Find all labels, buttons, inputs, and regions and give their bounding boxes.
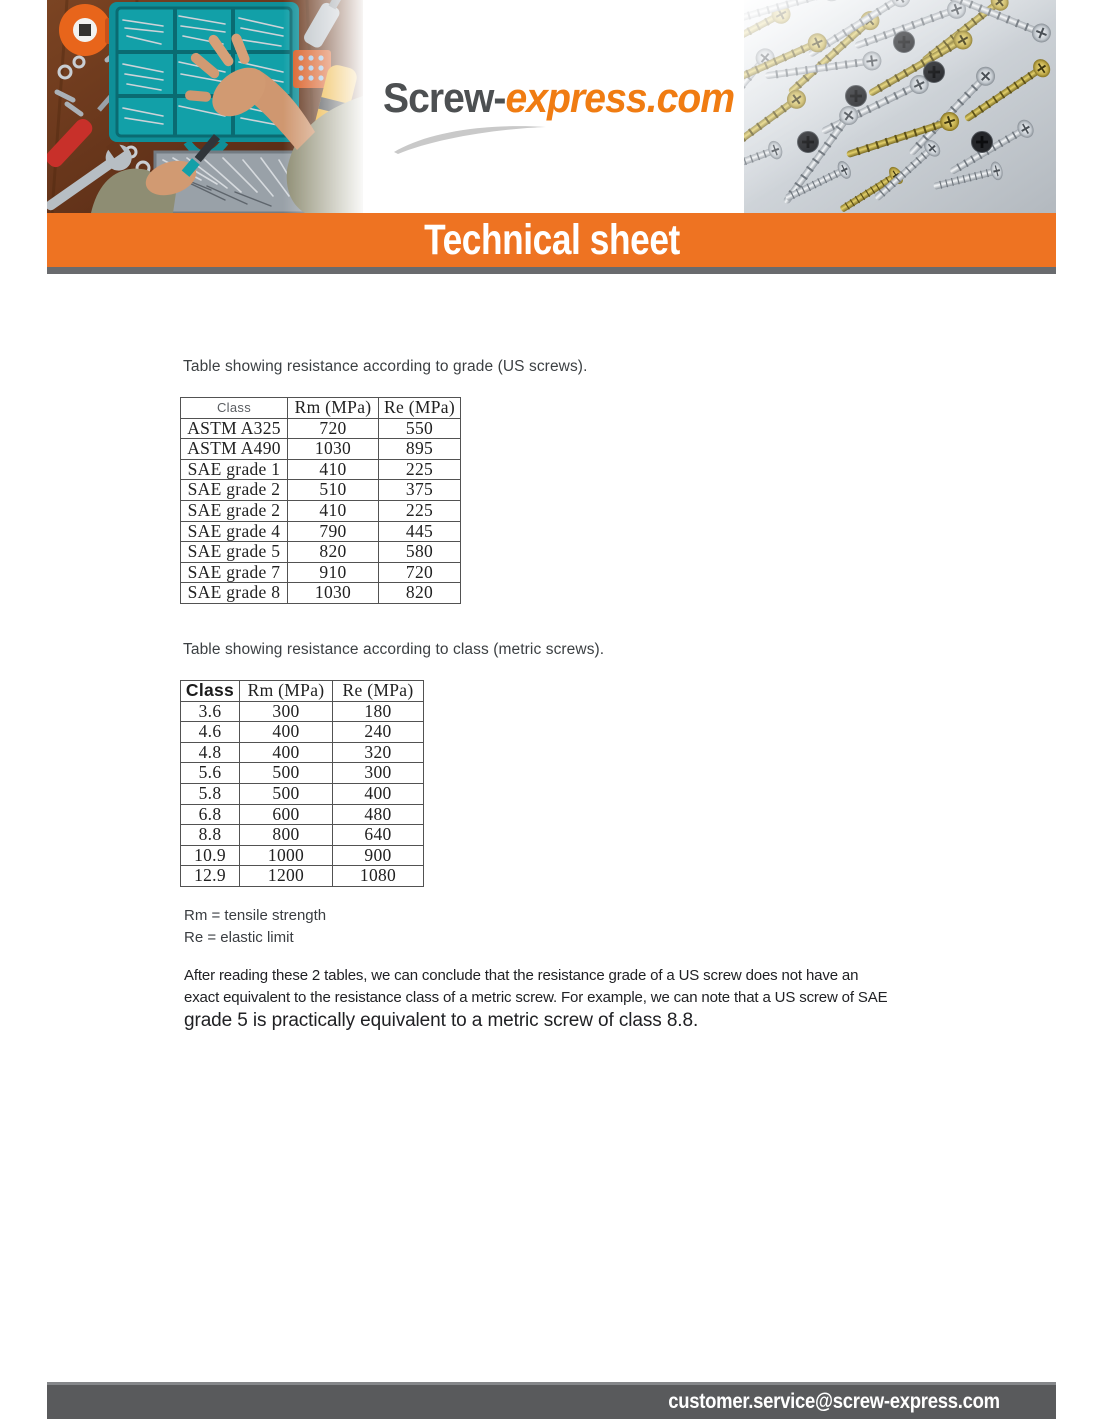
table-row	[181, 845, 424, 866]
table-cell: SAE grade 7	[181, 562, 288, 583]
table-cell: 400	[240, 722, 333, 743]
table-row	[181, 783, 424, 804]
table-cell: 375	[379, 480, 461, 501]
table-row	[181, 439, 461, 460]
table-cell: 500	[240, 763, 333, 784]
footer-bar	[47, 1382, 1056, 1419]
table-row	[181, 459, 461, 480]
conclusion-paragraph	[184, 965, 924, 1033]
table-cell: 1030	[288, 439, 379, 460]
workbench-illustration	[47, 0, 363, 213]
screws-illustration	[744, 0, 1056, 213]
table-cell: 790	[288, 521, 379, 542]
table-cell: 910	[288, 562, 379, 583]
page-title: Technical sheet	[423, 215, 680, 264]
table-cell: 10.9	[181, 845, 240, 866]
table-cell: 820	[379, 583, 461, 604]
table-cell: 550	[379, 418, 461, 439]
customer-service-email: customer.service@screw-express.com	[668, 1390, 1000, 1413]
table-cell: ASTM A490	[181, 439, 288, 460]
table-cell: 640	[333, 825, 424, 846]
paragraph-line-3: grade 5 is practically equivalent to a metric screw of class 8.8.	[184, 1010, 699, 1031]
table-cell: 400	[333, 783, 424, 804]
table-cell: 240	[333, 722, 424, 743]
table-cell: SAE grade 8	[181, 583, 288, 604]
table-row	[181, 722, 424, 743]
logo-text-orange: express.com	[505, 74, 735, 121]
table-cell: 800	[240, 825, 333, 846]
legend-notes	[184, 905, 326, 949]
table-row	[181, 418, 461, 439]
table-row	[181, 521, 461, 542]
table-row	[181, 562, 461, 583]
table-cell: 4.8	[181, 742, 240, 763]
table-row	[181, 480, 461, 501]
table-cell: 3.6	[181, 701, 240, 722]
table-cell: 720	[288, 418, 379, 439]
legend-re: Re = elastic limit	[184, 929, 294, 946]
table-cell: 1000	[240, 845, 333, 866]
table-cell: 410	[288, 459, 379, 480]
table-cell: 225	[379, 459, 461, 480]
table-row	[181, 742, 424, 763]
legend-rm: Rm = tensile strength	[184, 907, 327, 924]
table-row	[181, 583, 461, 604]
table-cell: 1030	[288, 583, 379, 604]
logo-swoosh-graphic	[390, 121, 550, 157]
table-cell: 720	[379, 562, 461, 583]
table-row	[181, 763, 424, 784]
table-cell: 580	[379, 542, 461, 563]
table-cell: SAE grade 1	[181, 459, 288, 480]
table-cell: 5.8	[181, 783, 240, 804]
table-header-row	[181, 398, 461, 419]
us-screws-table	[180, 397, 461, 604]
column-header: Re (MPa)	[379, 398, 461, 419]
logo-area	[363, 0, 744, 213]
table-cell: ASTM A325	[181, 418, 288, 439]
table-cell: 6.8	[181, 804, 240, 825]
table-cell: 1200	[240, 866, 333, 887]
table-cell: SAE grade 2	[181, 480, 288, 501]
table-cell: 820	[288, 542, 379, 563]
table-cell: 12.9	[181, 866, 240, 887]
table-row	[181, 804, 424, 825]
logo	[383, 74, 734, 122]
table-cell: 320	[333, 742, 424, 763]
table-cell: 300	[240, 701, 333, 722]
metric-screws-table	[180, 680, 424, 887]
banner-divider	[47, 267, 1056, 274]
section-heading-us: Table showing resistance according to grade (US screws).	[183, 358, 588, 375]
table-cell: 225	[379, 500, 461, 521]
table-cell: 180	[333, 701, 424, 722]
table-cell: 400	[240, 742, 333, 763]
table-cell: 500	[240, 783, 333, 804]
table-cell: 8.8	[181, 825, 240, 846]
screws-photo	[744, 0, 1056, 213]
table-row	[181, 500, 461, 521]
section-heading-metric: Table showing resistance according to class (metric screws).	[183, 641, 605, 658]
table-row	[181, 825, 424, 846]
banner	[47, 213, 1056, 267]
table-cell: 5.6	[181, 763, 240, 784]
table-cell: 600	[240, 804, 333, 825]
table-cell: 410	[288, 500, 379, 521]
workbench-photo	[47, 0, 363, 213]
table-cell: 1080	[333, 866, 424, 887]
table-cell: SAE grade 5	[181, 542, 288, 563]
table-cell: 480	[333, 804, 424, 825]
column-header: Rm (MPa)	[240, 681, 333, 702]
paragraph-line-1: After reading these 2 tables, we can conclude that the resistance grade of a US screw does not have an	[184, 967, 859, 984]
table-cell: SAE grade 2	[181, 500, 288, 521]
column-header: Class	[181, 398, 288, 419]
table-row	[181, 866, 424, 887]
table-row	[181, 701, 424, 722]
column-header: Rm (MPa)	[288, 398, 379, 419]
table-row	[181, 542, 461, 563]
table-cell: 510	[288, 480, 379, 501]
table-header-row	[181, 681, 424, 702]
table-cell: 300	[333, 763, 424, 784]
table-cell: 900	[333, 845, 424, 866]
table-cell: 445	[379, 521, 461, 542]
column-header: Re (MPa)	[333, 681, 424, 702]
column-header: Class	[181, 681, 240, 702]
table-cell: 4.6	[181, 722, 240, 743]
logo-text-gray: Screw-	[383, 74, 506, 121]
table-cell: SAE grade 4	[181, 521, 288, 542]
table-cell: 895	[379, 439, 461, 460]
paragraph-line-2: exact equivalent to the resistance class of a metric screw. For example, we can note that a US screw of SAE	[184, 988, 888, 1006]
